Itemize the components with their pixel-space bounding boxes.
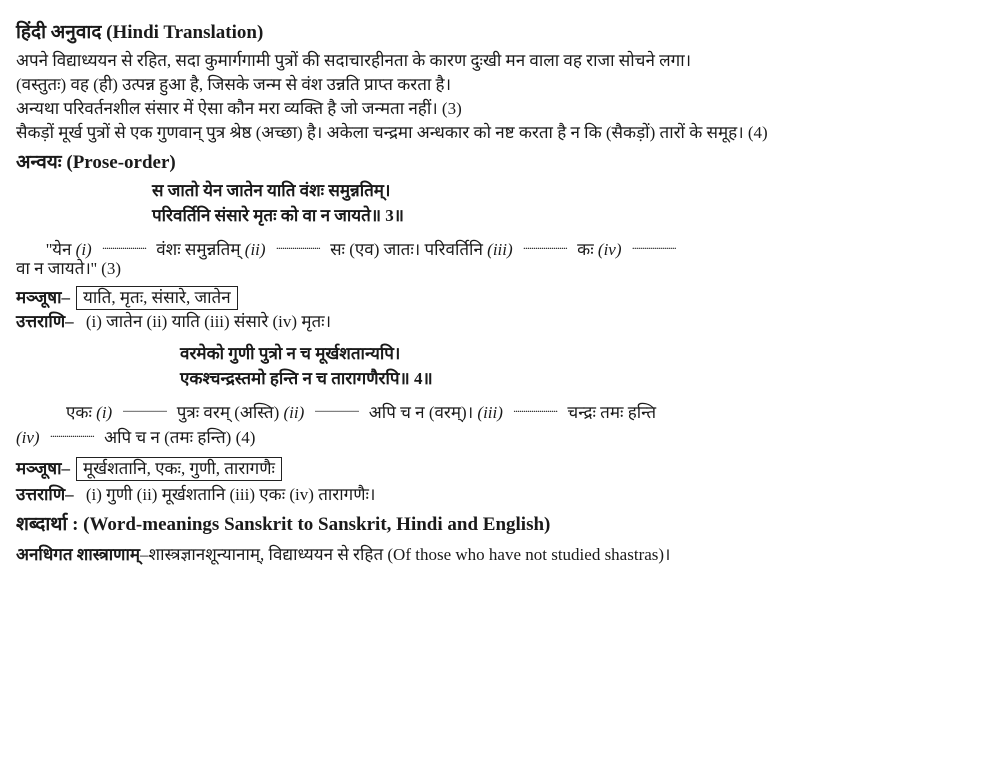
blank: ...................... [101, 238, 146, 252]
blank-label: (i) [75, 240, 92, 259]
exercise-3-line-2: वा न जायते।'' (3) [16, 259, 121, 278]
blank-label: (iii) [487, 240, 513, 259]
blank: ...................... [314, 401, 359, 415]
blank: ...................... [49, 426, 94, 440]
blank: ...................... [522, 238, 567, 252]
verse-4-line-2: एकश्चन्द्रस्तमो हन्ति न च तारागणैरपि॥ 4॥ [180, 369, 433, 388]
exercise-4-line-1 [66, 397, 656, 424]
blank-label: (iii) [477, 403, 503, 422]
text: अपि च न (वरम्)। [368, 403, 474, 422]
manjusha-label: मञ्जूषा– [16, 459, 71, 478]
translation-line: सैकड़ों मूर्ख पुत्रों से एक गुणवान् पुत्र श्रेष्ठ (अच्छा) है। अकेला चन्द्रमा अन्धकार को नष्ट करता है न कि (सैकड़ों) तारों के समूह। (4) [16, 123, 768, 142]
blank-label: (ii) [283, 403, 305, 422]
answers: (i) जातेन (ii) याति (iii) संसारे (iv) मृतः। [85, 312, 332, 331]
text: कः [577, 240, 594, 259]
answers-3 [16, 311, 331, 333]
word-meaning-entry [16, 544, 671, 566]
uttarani-label: उत्तराणि– [16, 485, 74, 504]
manjusha-3 [16, 286, 238, 310]
answers: (i) गुणी (ii) मूर्खशतानि (iii) एकः (iv) तारागणैः। [85, 485, 376, 504]
verse-3-line-1: स जातो येन जातेन याति वंशः समुन्नतिम्। [152, 181, 391, 200]
blank-label: (iv) [597, 240, 622, 259]
manjusha-box: याति, मृतः, संसारे, जातेन [76, 286, 238, 310]
word-meanings-heading: शब्दार्था : (Word-meanings Sanskrit to Sanskrit, Hindi and English) [16, 514, 551, 535]
answers-4 [16, 484, 375, 506]
manjusha-label: मञ्जूषा– [16, 288, 71, 307]
text: पुत्रः वरम् (अस्ति) [176, 403, 280, 422]
term: अनधिगत शास्त्राणाम् [16, 545, 141, 564]
blank: ...................... [513, 401, 558, 415]
blank-label: (ii) [244, 240, 266, 259]
translation-line: अपने विद्याध्ययन से रहित, सदा कुमार्गगामी पुत्रों की सदाचारहीनता के कारण दुःखी मन वाला वह राजा सोचने लगा। [16, 51, 692, 70]
blank: ...................... [122, 401, 167, 415]
text: वंशः समुन्नतिम् [156, 240, 241, 259]
uttarani-label: उत्तराणि– [16, 312, 74, 331]
meaning: –शास्त्रज्ञानशून्यानाम्, विद्याध्ययन से रहित (Of those who have not studied shastras)। [140, 545, 671, 564]
manjusha-box: मूर्खशतानि, एकः, गुणी, तारागणैः [76, 457, 282, 481]
translation-line: अन्यथा परिवर्तनशील संसार में ऐसा कौन मरा व्यक्ति है जो जन्मता नहीं। (3) [16, 99, 462, 118]
exercise-4-line-2 [16, 422, 255, 449]
verse-4-line-1: वरमेको गुणी पुत्रो न च मूर्खशतान्यपि। [180, 344, 401, 363]
hindi-translation-heading: हिंदी अनुवाद (Hindi Translation) [16, 22, 264, 43]
text: चन्द्रः तमः हन्ति [567, 403, 657, 422]
blank: ...................... [275, 238, 320, 252]
verse-3-line-2: परिवर्तिनि संसारे मृतः को वा न जायते॥ 3॥ [152, 206, 404, 225]
exercise-3-line-1 [46, 234, 682, 261]
text: अपि च न (तमः हन्ति) (4) [104, 428, 256, 447]
blank-label: (i) [96, 403, 113, 422]
anvaya-heading: अन्वयः (Prose-order) [16, 152, 176, 173]
blank: ...................... [631, 238, 676, 252]
text: ''येन [46, 240, 72, 259]
manjusha-4 [16, 457, 282, 481]
text: एकः [66, 403, 92, 422]
blank-label: (iv) [16, 428, 40, 447]
text: सः (एव) जातः। परिवर्तिनि [330, 240, 483, 259]
translation-line: (वस्तुतः) वह (ही) उत्पन्न हुआ है, जिसके जन्म से वंश उन्नति प्राप्त करता है। [16, 75, 452, 94]
